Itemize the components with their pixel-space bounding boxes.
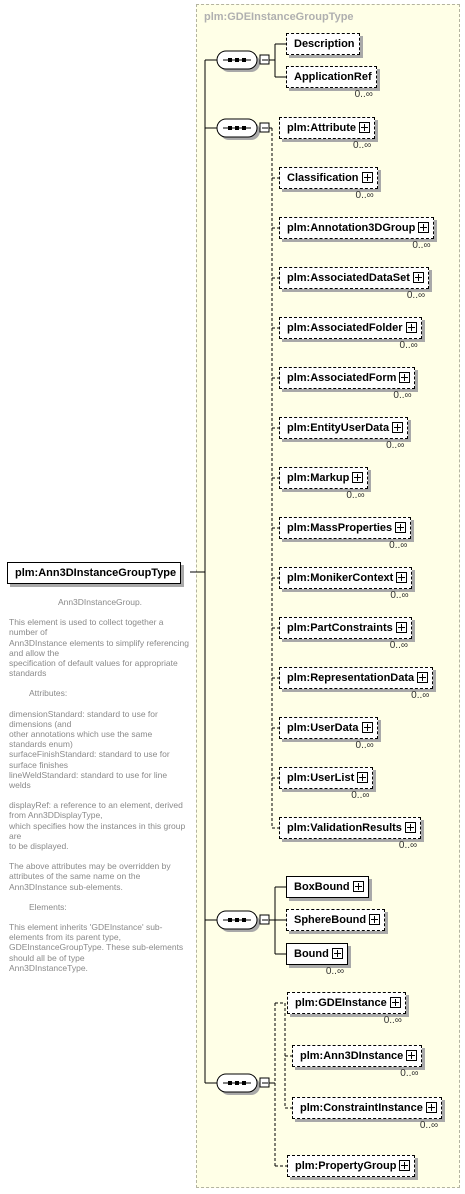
choice-compositor: [217, 911, 269, 932]
element-spherebound[interactable]: [286, 909, 385, 931]
element-plm-annotation3dgroup-label: plm:Annotation3DGroup: [287, 222, 416, 234]
cardinality-label: 0..∞: [389, 640, 408, 651]
element-plm-associateddataset[interactable]: [279, 267, 429, 289]
element-plm-userdata[interactable]: [279, 717, 378, 739]
element-plm-gdeinstance-label: plm:GDEInstance: [295, 997, 387, 1009]
element-applicationref-label: ApplicationRef: [294, 71, 372, 83]
expand-icon[interactable]: [359, 122, 370, 133]
root-element-label: plm:Ann3DInstanceGroupType: [15, 567, 177, 579]
element-plm-attribute[interactable]: [279, 117, 375, 139]
expand-icon[interactable]: [406, 322, 417, 333]
cardinality-label: 0..∞: [389, 540, 408, 551]
element-plm-markup-label: plm:Markup: [287, 472, 350, 484]
cardinality-label: 0..∞: [412, 240, 431, 251]
expand-icon[interactable]: [418, 222, 429, 233]
element-plm-representationdata-label: plm:RepresentationData: [287, 672, 415, 684]
element-plm-partconstraints-label: plm:PartConstraints: [287, 622, 393, 634]
expand-icon[interactable]: [399, 1160, 410, 1171]
cardinality-label: 0..∞: [400, 1068, 419, 1079]
root-element[interactable]: [7, 562, 181, 584]
element-plm-entityuserdata-label: plm:EntityUserData: [287, 422, 390, 434]
element-bound[interactable]: [286, 943, 348, 965]
element-plm-userdata-label: plm:UserData: [287, 722, 359, 734]
element-plm-ann3dinstance[interactable]: [292, 1045, 422, 1067]
expand-icon[interactable]: [396, 572, 407, 583]
element-plm-monikercontext[interactable]: [279, 567, 412, 589]
sequence-compositor: [217, 119, 269, 140]
expand-icon[interactable]: [405, 822, 416, 833]
element-plm-validationresults[interactable]: [279, 817, 421, 839]
cardinality-label: 0..∞: [346, 490, 365, 501]
cardinality-label: 0..∞: [355, 740, 374, 751]
element-plm-representationdata[interactable]: [279, 667, 433, 689]
element-boxbound[interactable]: [286, 876, 369, 898]
doc-paragraph: dimensionStandard: standard to use for dimensions (and other annotations which use the same standards enum) surfaceFinishStandard: standard to use for surface finishes lineWeldStandard: standard to use for line welds: [9, 708, 170, 791]
element-plm-associatedfolder[interactable]: [279, 317, 422, 339]
expand-icon[interactable]: [353, 881, 364, 892]
element-plm-annotation3dgroup[interactable]: [279, 217, 434, 239]
expand-icon[interactable]: [392, 422, 403, 433]
element-description-label: Description: [294, 38, 355, 50]
element-plm-associatedform[interactable]: [279, 367, 415, 389]
element-plm-massproperties-label: plm:MassProperties: [287, 522, 393, 534]
doc-paragraph: This element is used to collect together a number of Ann3DInstance elements to simplify referencing and allow the specification of default values for appropriate standards: [9, 617, 190, 679]
expand-icon[interactable]: [406, 1050, 417, 1061]
element-plm-constraintinstance[interactable]: [292, 1097, 442, 1119]
expand-icon[interactable]: [426, 1102, 437, 1113]
cardinality-label: 0..∞: [355, 190, 374, 201]
element-plm-entityuserdata[interactable]: [279, 417, 408, 439]
cardinality-label: 0..∞: [325, 966, 345, 977]
element-plm-partconstraints[interactable]: [279, 617, 412, 639]
element-bound-label: Bound: [294, 948, 329, 960]
cardinality-label: 0..∞: [353, 140, 372, 151]
expand-icon[interactable]: [362, 722, 373, 733]
cardinality-label: 0..∞: [386, 440, 405, 451]
sequence-compositor: [217, 51, 269, 72]
cardinality-label: 0..∞: [419, 1120, 439, 1131]
element-boxbound-label: BoxBound: [294, 881, 350, 893]
element-plm-userlist[interactable]: [279, 767, 373, 789]
cardinality-label: 0..∞: [383, 1015, 402, 1026]
element-plm-userlist-label: plm:UserList: [287, 772, 355, 784]
element-plm-monikercontext-label: plm:MonikerContext: [287, 572, 394, 584]
doc-paragraph: Attributes:: [29, 688, 68, 699]
element-classification-label: Classification: [287, 172, 359, 184]
cardinality-label: 0..∞: [398, 840, 418, 851]
cardinality-label: 0..∞: [351, 790, 370, 801]
element-classification[interactable]: [279, 167, 378, 189]
expand-icon[interactable]: [395, 522, 406, 533]
element-plm-ann3dinstance-label: plm:Ann3DInstance: [300, 1050, 404, 1062]
element-plm-propertygroup[interactable]: [287, 1155, 415, 1177]
expand-icon[interactable]: [396, 622, 407, 633]
element-spherebound-label: SphereBound: [294, 914, 367, 926]
element-plm-markup[interactable]: [279, 467, 368, 489]
element-applicationref[interactable]: [286, 66, 377, 88]
element-plm-associateddataset-label: plm:AssociatedDataSet: [287, 272, 410, 284]
cardinality-label: 0..∞: [399, 340, 418, 351]
expand-icon[interactable]: [332, 948, 343, 959]
element-plm-constraintinstance-label: plm:ConstraintInstance: [300, 1102, 423, 1114]
cardinality-label: 0..∞: [390, 590, 409, 601]
expand-icon[interactable]: [399, 372, 410, 383]
expand-icon[interactable]: [413, 272, 424, 283]
doc-paragraph: Elements:: [29, 901, 67, 912]
cardinality-label: 0..∞: [354, 89, 373, 100]
expand-icon[interactable]: [417, 672, 428, 683]
element-plm-associatedform-label: plm:AssociatedForm: [287, 372, 397, 384]
element-description[interactable]: [286, 33, 360, 55]
expand-icon[interactable]: [390, 997, 401, 1008]
doc-paragraph: displayRef: a reference to an element, derived from Ann3DDisplayType, which specifies how the instances in this group are to be displayed.: [9, 800, 186, 852]
cardinality-label: 0..∞: [393, 390, 412, 401]
element-plm-propertygroup-label: plm:PropertyGroup: [295, 1160, 397, 1172]
doc-paragraph: The above attributes may be overridden by attributes of the same name on the Ann3DInstance sub-elements.: [9, 861, 171, 892]
cardinality-label: 0..∞: [406, 290, 426, 301]
element-plm-attribute-label: plm:Attribute: [287, 122, 357, 134]
element-plm-gdeinstance[interactable]: [287, 992, 406, 1014]
type-title: plm:GDEInstanceGroupType: [204, 11, 354, 23]
element-plm-validationresults-label: plm:ValidationResults: [287, 822, 402, 834]
doc-paragraph: This element inherits 'GDEInstance' sub-elements from its parent type, GDEInstanceGroupType. These sub-elements should all be of type Ann3DInstanceType.: [9, 922, 184, 973]
sequence-compositor: [217, 1074, 269, 1095]
expand-icon[interactable]: [357, 772, 368, 783]
expand-icon[interactable]: [369, 914, 380, 925]
expand-icon[interactable]: [362, 172, 373, 183]
element-plm-associatedfolder-label: plm:AssociatedFolder: [287, 322, 403, 334]
element-plm-massproperties[interactable]: [279, 517, 411, 539]
documentation: [9, 597, 191, 983]
cardinality-label: 0..∞: [411, 690, 430, 701]
expand-icon[interactable]: [352, 472, 363, 483]
doc-paragraph: Ann3DInstanceGroup.: [57, 597, 143, 607]
